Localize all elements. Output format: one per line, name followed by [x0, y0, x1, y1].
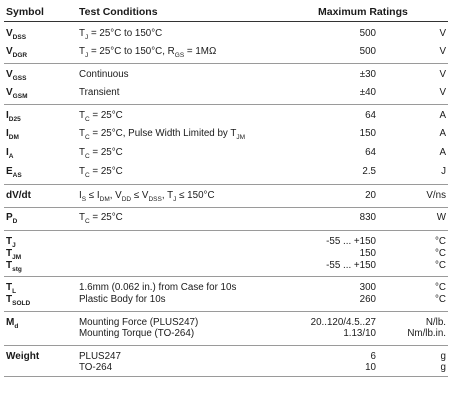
header-rule — [4, 21, 448, 22]
row-divider — [4, 207, 448, 208]
max-rating-value: 830 — [359, 212, 376, 223]
test-condition: Plastic Body for 10s — [79, 294, 166, 305]
table-row — [0, 28, 454, 46]
test-condition: Transient — [79, 87, 120, 98]
test-condition: $T_J = 25^\circ C$ to 150°C, $R_{GS} = 1M\Omega$ — [79, 46, 217, 59]
max-rating-value: 64 — [365, 110, 376, 121]
header-conditions: Test Conditions — [79, 6, 158, 18]
table-row — [0, 110, 454, 128]
test-condition: Continuous — [79, 69, 129, 80]
test-condition: 1.6mm (0.062 in.) from Case for 10s — [79, 282, 237, 293]
max-rating-value: 2.5 — [362, 166, 376, 177]
max-rating-value: -55 ... +150 — [326, 260, 376, 271]
unit: W — [436, 212, 446, 223]
unit: °C — [435, 260, 446, 271]
symbol: $I_A$ — [6, 147, 14, 160]
unit: Nm/lb.in. — [407, 328, 446, 339]
row-divider — [4, 311, 448, 312]
table-row — [0, 236, 454, 279]
unit: °C — [435, 248, 446, 259]
max-rating-value: 500 — [359, 46, 376, 57]
max-rating-value: -55 ... +150 — [326, 236, 376, 247]
test-condition: PLUS247 — [79, 351, 121, 362]
unit: J — [441, 166, 446, 177]
row-divider — [4, 230, 448, 231]
max-rating-value: 64 — [365, 147, 376, 158]
symbol: $M_d$ — [6, 317, 19, 330]
unit: V — [439, 46, 446, 57]
symbol: $T_{stg}$ — [6, 260, 22, 273]
symbol: $T_{JM}$ — [6, 248, 22, 261]
test-condition: $T_C = 25^\circ C$ — [79, 110, 123, 123]
table-row — [0, 351, 454, 379]
max-rating-value: 300 — [359, 282, 376, 293]
test-condition: Mounting Force (PLUS247) — [79, 317, 199, 328]
test-condition: $T_C = 25^\circ C$ — [79, 166, 123, 179]
test-condition: Mounting Torque (TO-264) — [79, 328, 195, 339]
row-divider — [4, 104, 448, 105]
table-row — [0, 128, 454, 147]
symbol: $T_L$ — [6, 282, 17, 295]
row-divider — [4, 376, 448, 377]
test-condition: $T_C = 25^\circ C$ — [79, 212, 123, 225]
max-rating-value: 1.13/10 — [343, 328, 376, 339]
symbol: $I_{D25}$ — [6, 110, 21, 123]
unit: A — [439, 110, 446, 121]
max-rating-value: 6 — [370, 351, 376, 362]
symbol: $P_D$ — [6, 212, 18, 225]
symbol: $V_{DGR}$ — [6, 46, 28, 59]
unit: °C — [435, 294, 446, 305]
max-rating-value: 10 — [365, 362, 376, 373]
table-row — [0, 317, 454, 348]
max-rating-value: 20..120/4.5..27 — [310, 317, 376, 328]
test-condition: $I_S \le I_{DM}$, $V_{DD} \le V_{DSS}$, $T_J \le 150^\circ C$ — [79, 190, 215, 203]
row-divider — [4, 63, 448, 64]
test-condition: $T_C = 25^\circ C$, Pulse Width Limited by $T_{JM}$ — [79, 128, 246, 141]
test-condition: TO-264 — [79, 362, 113, 373]
unit: V/ns — [426, 190, 446, 201]
max-rating-value: 500 — [359, 28, 376, 39]
row-divider — [4, 184, 448, 185]
symbol: $T_{SOLD}$ — [6, 294, 31, 307]
symbol: $V_{GSS}$ — [6, 69, 27, 82]
unit: V — [439, 87, 446, 98]
unit: g — [440, 351, 446, 362]
symbol: dV/dt — [6, 190, 31, 201]
unit: V — [439, 69, 446, 80]
table-row — [0, 282, 454, 314]
max-rating-value: 150 — [359, 128, 376, 139]
unit: °C — [435, 282, 446, 293]
unit: A — [439, 147, 446, 158]
symbol: $V_{DSS}$ — [6, 28, 27, 41]
max-rating-value: 150 — [359, 248, 376, 259]
symbol: $V_{GSM}$ — [6, 87, 28, 100]
max-rating-value: 20 — [365, 190, 376, 201]
unit: A — [439, 128, 446, 139]
row-divider — [4, 276, 448, 277]
symbol: $E_{AS}$ — [6, 166, 22, 179]
test-condition: $T_J = 25^\circ C$ to 150°C — [79, 28, 163, 41]
symbol: $T_J$ — [6, 236, 16, 249]
header-ratings: Maximum Ratings — [318, 6, 408, 18]
unit: g — [440, 362, 446, 373]
unit: N/lb. — [425, 317, 446, 328]
row-divider — [4, 345, 448, 346]
test-condition: $T_C = 25^\circ C$ — [79, 147, 123, 160]
table-row — [0, 69, 454, 87]
max-rating-value: ±30 — [359, 69, 376, 80]
table-row — [0, 147, 454, 166]
unit: V — [439, 28, 446, 39]
unit: °C — [435, 236, 446, 247]
max-rating-value: ±40 — [359, 87, 376, 98]
symbol: $I_{DM}$ — [6, 128, 19, 141]
table-header — [0, 6, 454, 20]
max-rating-value: 260 — [359, 294, 376, 305]
symbol: Weight — [6, 351, 40, 362]
header-symbol: Symbol — [6, 6, 44, 18]
